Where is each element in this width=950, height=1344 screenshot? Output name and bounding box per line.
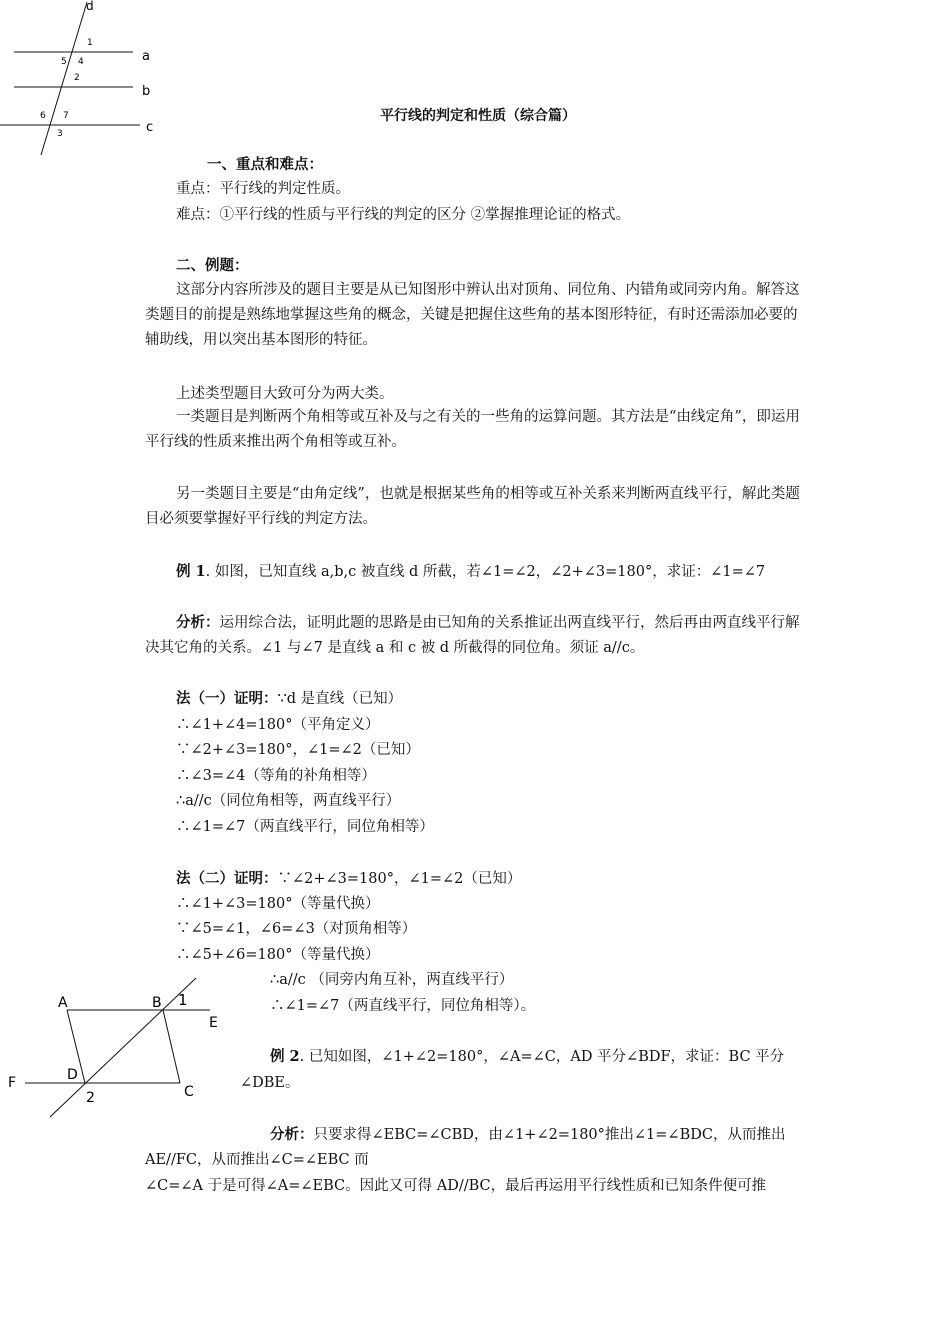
method2-label: 法（二）证明： [176, 870, 278, 887]
example2-label: 例 2 [270, 1048, 300, 1065]
types-intro: 上述类型题目大致可分为两大类。 [176, 386, 394, 402]
section1-heading: 一、重点和难点： [207, 156, 323, 173]
method1-step: ∴∠1+∠4=180°（平角定义） [176, 717, 380, 733]
method2-first-step: ∵∠2+∠3=180°，∠1=∠2（已知） [277, 871, 522, 887]
label-d: d [86, 0, 94, 13]
method1-header [176, 689, 402, 709]
point-C: C [184, 1084, 194, 1100]
method1-step: ∵∠2+∠3=180°，∠1=∠2（已知） [176, 742, 420, 758]
difficulty-line: 难点：①平行线的性质与平行线的判定的区分 ②掌握推理论证的格式。 [176, 207, 631, 223]
figure-quadrilateral [0, 975, 235, 1120]
angle-label-2: 2 [86, 1090, 95, 1106]
example2-analysis-line3: ∠C=∠A 于是可得∠A=∠EBC。因此又可得 AD//BC，最后再运用平行线性质和已知条件便可推 [145, 1178, 767, 1194]
method2-step: ∴a//c （同旁内角互补，两直线平行） [270, 972, 514, 988]
method2-step: ∴∠1=∠7（两直线平行，同位角相等）。 [270, 998, 536, 1014]
intro-paragraph: 这部分内容所涉及的题目主要是从已知图形中辨认出对顶角、同位角、内错角或同旁内角。解答这类题目的前提是熟练地掌握这些角的概念，关键是把握住这些角的基本图形特征，有时还需添加必要的辅助线，用以突出基本图形的特征。 [145, 282, 800, 348]
angle-label-7: 7 [63, 111, 69, 121]
method1-step: ∴∠1=∠7（两直线平行，同位角相等） [176, 819, 434, 835]
point-E: E [209, 1015, 218, 1031]
page-title: 平行线的判定和性质（综合篇） [380, 108, 576, 124]
angle-label-3: 3 [57, 129, 63, 139]
analysis-text: 运用综合法，证明此题的思路是由已知角的关系推证出两直线平行，然后再由两直线平行解决其它角的关系。∠1 与∠7 是直线 a 和 c 被 d 所截得的同位角。须证 a//c。 [145, 615, 800, 656]
example2-statement-line1 [270, 1047, 784, 1067]
example1-analysis [145, 610, 807, 661]
angle-label-5: 5 [61, 57, 67, 67]
method2-step: ∴∠5+∠6=180°（等量代换） [176, 947, 380, 963]
point-F: F [8, 1075, 17, 1091]
line-d [41, 2, 87, 155]
example2-analysis-line2: AE//FC，从而推出∠C=∠EBC 而 [145, 1152, 369, 1168]
angle-label-4: 4 [78, 57, 84, 67]
point-B: B [152, 995, 162, 1011]
method1-step: ∴∠3=∠4（等角的补角相等） [176, 768, 376, 784]
line-BC [163, 1010, 180, 1083]
example2-analysis-line1 [270, 1125, 785, 1145]
example2-statement-line2: ∠DBE。 [240, 1075, 300, 1091]
example1-text: . 如图，已知直线 a,b,c 被直线 d 所截，若∠1=∠2，∠2+∠3=180°，求证：∠1=∠7 [205, 564, 766, 580]
example1-statement [176, 562, 765, 582]
angle-label-2: 2 [74, 73, 80, 83]
method1-step: ∴a//c（同位角相等，两直线平行） [176, 793, 401, 809]
label-c: c [146, 120, 154, 135]
example2-analysis-label: 分析： [270, 1126, 314, 1143]
label-b: b [142, 84, 151, 99]
method2-step: ∴∠1+∠3=180°（等量代换） [176, 896, 380, 912]
transversal [50, 978, 196, 1117]
method1-label: 法（一）证明： [176, 690, 278, 707]
point-A: A [58, 995, 68, 1011]
type2-paragraph: 另一类题目主要是“由角定线”，也就是根据某些角的相等或互补关系来判断两直线平行，解此类题目必须要掌握好平行线的判定方法。 [145, 486, 800, 527]
label-a: a [142, 49, 150, 64]
analysis-label: 分析： [176, 614, 220, 631]
angle-label-6: 6 [40, 111, 46, 121]
method2-header [176, 869, 521, 889]
example2-analysis-text: 只要求得∠EBC=∠CBD，由∠1+∠2=180°推出∠1=∠BDC，从而推出 [313, 1127, 786, 1143]
type1-paragraph: 一类题目是判断两个角相等或互补及与之有关的一些角的运算问题。其方法是“由线定角”，即运用平行线的性质来推出两个角相等或互补。 [145, 409, 800, 450]
figure-parallel-lines [0, 0, 170, 165]
example1-label: 例 1 [176, 563, 206, 580]
point-D: D [67, 1067, 78, 1083]
example2-text: . 已知如图，∠1+∠2=180°，∠A=∠C，AD 平分∠BDF，求证：BC 平分 [299, 1049, 785, 1065]
method1-first-step: ∵d 是直线（已知） [277, 691, 403, 707]
method2-step: ∵∠5=∠1，∠6=∠3（对顶角相等） [176, 921, 417, 937]
angle-label-1: 1 [87, 38, 93, 48]
focus-line: 重点：平行线的判定性质。 [176, 181, 350, 197]
angle-label-1: 1 [178, 991, 188, 1009]
section2-heading: 二、例题： [176, 257, 249, 274]
